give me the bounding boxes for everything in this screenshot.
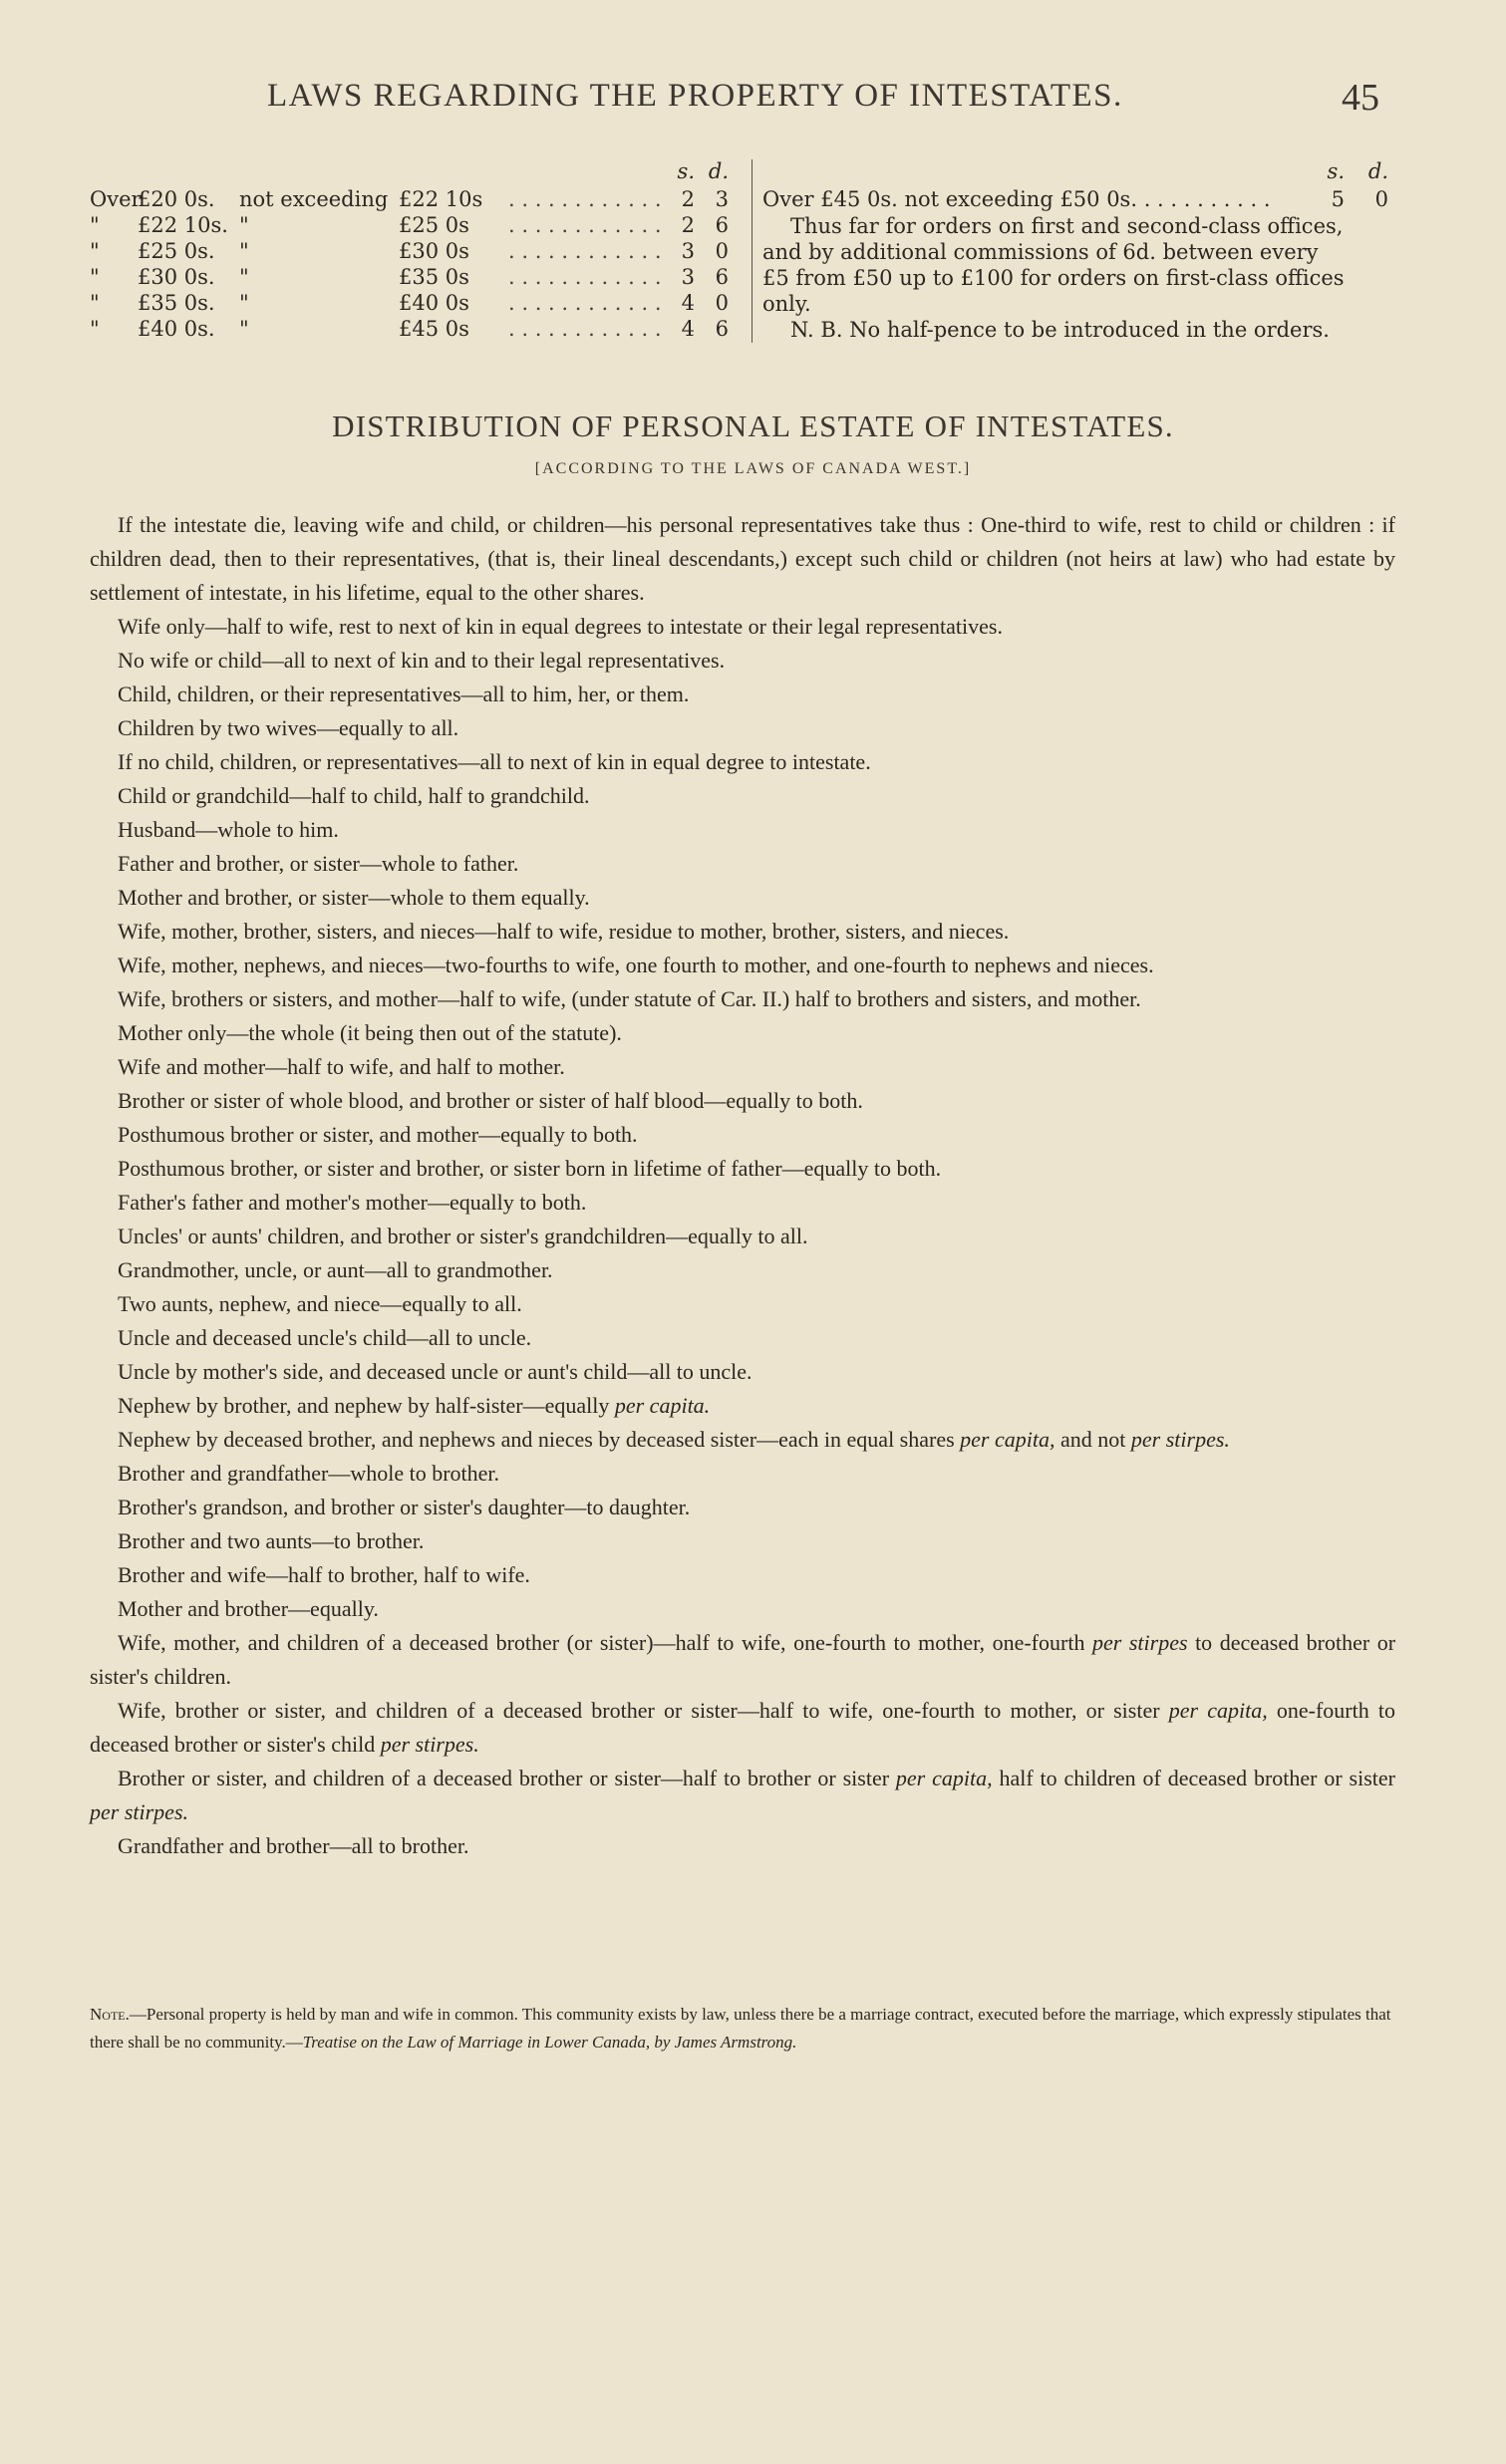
rule-latin: per stirpes [1091,1630,1188,1655]
rule-text: Brother or sister, and children of a deceased brother or sister—half to brother or sister [118,1766,896,1790]
rule-text: Wife, mother, and children of a deceased brother (or sister)—half to wife, one-fourth to mother, one-fourth [118,1630,1092,1655]
rule-paragraph: Brother or sister of whole blood, and brother or sister of half blood—equally to both. [118,1088,863,1113]
rule-paragraph: Child or grandchild—half to child, half to grandchild. [118,783,590,808]
rate-row-right [762,187,1396,213]
rate-from: £20 0s. [138,187,215,211]
rule-latin: per stirpes. [380,1732,479,1757]
rule-text: one-fourth to deceased brother or sister's child [90,1698,1396,1757]
rate-row [90,187,733,213]
rate-prefix: " [90,265,100,289]
money-order-rates [90,159,1388,359]
rate-prefix: " [90,291,100,315]
rule-paragraph: Child, children, or their representatives—all to him, her, or them. [118,682,690,706]
rate-to: £25 0s [399,213,469,237]
rule-paragraph: Mother and brother, or sister—whole to them equally. [118,885,590,910]
rate-dots: . . . . . . . . . . . [1130,187,1271,211]
rate-shillings: 3 [681,265,695,289]
col-shillings-header: s. [677,159,695,183]
rate-shillings: 4 [681,291,695,315]
rate-to: £40 0s [399,291,469,315]
rate-row [90,265,733,291]
rate-from: £22 10s. [138,213,228,237]
rate-pence-right: 0 [1374,187,1388,211]
footnote [90,2001,1395,2056]
rule-paragraph [90,1423,1395,1457]
rule-text: to deceased brother or sister's children. [90,1630,1396,1689]
rate-to: £45 0s [399,317,469,341]
rule-text: Nephew by deceased brother, and nephews and nieces by deceased sister—each in equal shares [118,1427,961,1452]
rate-pence: 0 [715,239,729,263]
rate-mid: " [239,291,249,315]
rate-to: £35 0s [399,265,469,289]
rule-paragraph: Father and brother, or sister—whole to father. [118,851,519,876]
rate-to: £30 0s [399,239,469,263]
rates-note-line: £5 from £50 up to £100 for orders on first-class offices [762,266,1345,290]
rates-left-column [90,159,733,343]
section-title: DISTRIBUTION OF PERSONAL ESTATE OF INTESTATES. [332,409,1174,443]
rate-dots: . . . . . . . . . . . . [508,291,662,315]
rates-note-line: and by additional commissions of 6d. between every [762,240,1319,264]
rate-pence: 6 [715,317,729,341]
rate-row [90,317,733,343]
rate-from: £25 0s. [138,239,215,263]
rate-pence: 6 [715,265,729,289]
rule-paragraph: Father's father and mother's mother—equally to both. [118,1190,587,1215]
rate-shillings: 4 [681,317,695,341]
rates-column-headers [90,159,733,187]
rule-paragraph: Brother and wife—half to brother, half to wife. [118,1562,530,1587]
rule-paragraph [90,1389,1395,1423]
rule-paragraph: Brother and two aunts—to brother. [118,1528,425,1553]
rule-latin: per capita, [895,1766,993,1790]
rate-from: £35 0s. [138,291,215,315]
rate-desc-right: Over £45 0s. not exceeding £50 0s [762,187,1131,211]
rate-pence: 3 [715,187,729,211]
rule-paragraph: Posthumous brother or sister, and mother—equally to both. [118,1122,638,1147]
rule-paragraph: Husband—whole to him. [118,817,339,842]
col-pence-header: d. [708,159,729,183]
rule-paragraph: Mother and brother—equally. [118,1596,379,1621]
rate-prefix: " [90,239,100,263]
rate-mid: not exceeding [239,187,389,211]
rates-right-headers [762,159,1396,187]
rule-paragraph: Children by two wives—equally to all. [118,715,459,740]
rule-paragraph: Uncle and deceased uncle's child—all to uncle. [118,1325,532,1350]
col-pence-header-right: d. [1367,159,1388,183]
rate-dots: . . . . . . . . . . . . [508,187,662,211]
rule-paragraph: If the intestate die, leaving wife and child, or children—his personal representatives take thus : One-third to wife, rest to child or children : if children dead, then to their representatives, (that is, their lineal descendants,) except such child or children (not heirs at law) who had estate by settlement of intestate, in his lifetime, equal to the other shares. [90,512,1395,605]
rate-from: £40 0s. [138,317,215,341]
rule-paragraph: Wife, brothers or sisters, and mother—half to wife, (under statute of Car. II.) half to brothers and sisters, and mother. [118,986,1141,1011]
rule-paragraph: Brother's grandson, and brother or sister's daughter—to daughter. [118,1495,691,1519]
footnote-text: —Personal property is held by man and wife in common. This community exists by law, unless there be a marriage contract, executed before the marriage, which expressly stipulates that there shall be no community.— [90,2005,1391,2052]
footnote-label: Note. [90,2005,130,2024]
rate-mid: " [239,239,249,263]
rate-shillings-right: 5 [1331,187,1345,211]
rule-paragraph: Uncle by mother's side, and deceased uncle or aunt's child—all to uncle. [118,1359,753,1384]
rule-paragraph [90,1694,1395,1762]
rule-latin: per capita. [614,1393,711,1418]
rate-shillings: 3 [681,239,695,263]
rule-text: Nephew by brother, and nephew by half-sister—equally [118,1393,615,1418]
rule-paragraph: Grandmother, uncle, or aunt—all to grandmother. [118,1257,553,1282]
rates-note-line: only. [762,292,811,316]
footnote-source: Treatise on the Law of Marriage in Lower Canada, by James Armstrong. [302,2033,797,2052]
rates-note-line: Thus far for orders on first and second-class offices, [790,214,1344,238]
rule-paragraph: If no child, children, or representatives—all to next of kin in equal degree to intestate. [118,749,871,774]
section-subtitle: [ACCORDING TO THE LAWS OF CANADA WEST.] [534,460,972,477]
distribution-rules [90,508,1395,1863]
rule-paragraph: Mother only—the whole (it being then out of the statute). [118,1020,622,1045]
rule-text: Wife, brother or sister, and children of a deceased brother or sister—half to wife, one-fourth to mother, or sister [118,1698,1169,1723]
rate-row [90,291,733,317]
rate-row [90,213,733,239]
rule-paragraph [90,1762,1395,1829]
rule-latin: per stirpes. [90,1799,188,1824]
rule-paragraph: Grandfather and brother—all to brother. [118,1833,469,1858]
rate-dots: . . . . . . . . . . . . [508,213,662,237]
rule-paragraph: Wife, mother, nephews, and nieces—two-fourths to wife, one fourth to mother, and one-fourth to nephews and nieces. [118,953,1154,977]
rate-mid: " [239,265,249,289]
page-number: 45 [1342,77,1379,119]
rate-pence: 6 [715,213,729,237]
rate-row [90,239,733,265]
col-shillings-header-right: s. [1327,159,1345,183]
rate-mid: " [239,317,249,341]
rule-paragraph: Brother and grandfather—whole to brother. [118,1461,500,1486]
header-title: LAWS REGARDING THE PROPERTY OF INTESTATES. [267,78,1123,114]
rule-latin: per capita, [960,1427,1055,1452]
rule-paragraph: No wife or child—all to next of kin and to their legal representatives. [118,648,726,673]
rule-latin: per stirpes. [1130,1427,1230,1452]
rule-latin: per capita, [1168,1698,1268,1723]
rate-prefix: Over [90,187,142,211]
rate-prefix: " [90,317,100,341]
rates-right-column [752,159,1396,343]
rule-paragraph: Posthumous brother, or sister and brother, or sister born in lifetime of father—equally to both. [118,1156,942,1181]
rate-to: £22 10s [399,187,483,211]
rate-shillings: 2 [681,187,695,211]
rule-paragraph: Two aunts, nephew, and niece—equally to all. [118,1291,522,1316]
rate-dots: . . . . . . . . . . . . [508,239,662,263]
rate-pence: 0 [715,291,729,315]
rule-text: half to children of deceased brother or sister [992,1766,1395,1790]
rule-paragraph [90,1626,1395,1694]
rates-note-line: N. B. No half-pence to be introduced in the orders. [790,318,1330,342]
rule-paragraph: Wife, mother, brother, sisters, and nieces—half to wife, residue to mother, brother, sisters, and nieces. [118,919,1010,944]
running-header [0,78,1506,118]
rule-paragraph: Wife only—half to wife, rest to next of kin in equal degrees to intestate or their legal representatives. [118,614,1003,639]
rate-shillings: 2 [681,213,695,237]
rate-from: £30 0s. [138,265,215,289]
rate-mid: " [239,213,249,237]
rule-paragraph: Uncles' or aunts' children, and brother or sister's grandchildren—equally to all. [118,1224,808,1248]
rule-text: and not [1054,1427,1131,1452]
rule-paragraph: Wife and mother—half to wife, and half to mother. [118,1054,565,1079]
rate-prefix: " [90,213,100,237]
rate-dots: . . . . . . . . . . . . [508,265,662,289]
rate-dots: . . . . . . . . . . . . [508,317,662,341]
